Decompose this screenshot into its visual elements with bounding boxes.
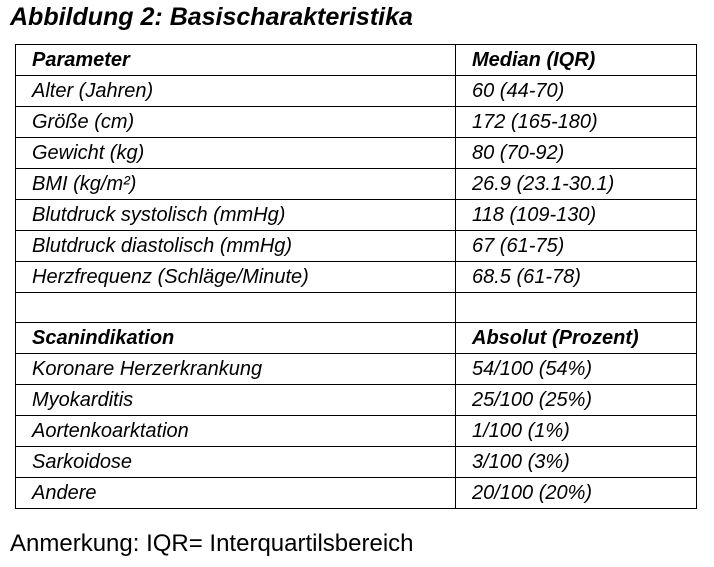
row-label: BMI (kg/m²) bbox=[16, 169, 456, 200]
row-value: 25/100 (25%) bbox=[456, 385, 697, 416]
empty-cell bbox=[456, 293, 697, 323]
row-label: Alter (Jahren) bbox=[16, 76, 456, 107]
parameter-header: Parameter bbox=[16, 45, 456, 76]
table-row bbox=[16, 169, 697, 200]
table-subheader-row bbox=[16, 323, 697, 354]
row-value: 3/100 (3%) bbox=[456, 447, 697, 478]
table-row bbox=[16, 385, 697, 416]
table-row bbox=[16, 447, 697, 478]
row-label: Gewicht (kg) bbox=[16, 138, 456, 169]
row-value: 80 (70-92) bbox=[456, 138, 697, 169]
row-value: 20/100 (20%) bbox=[456, 478, 697, 509]
table-row bbox=[16, 107, 697, 138]
row-value: 67 (61-75) bbox=[456, 231, 697, 262]
table-row bbox=[16, 416, 697, 447]
row-value: 172 (165-180) bbox=[456, 107, 697, 138]
row-label: Blutdruck diastolisch (mmHg) bbox=[16, 231, 456, 262]
row-label: Myokarditis bbox=[16, 385, 456, 416]
baseline-characteristics-table bbox=[15, 44, 697, 509]
table-header-row bbox=[16, 45, 697, 76]
empty-cell bbox=[16, 293, 456, 323]
row-value: 60 (44-70) bbox=[456, 76, 697, 107]
row-label: Andere bbox=[16, 478, 456, 509]
row-value: 54/100 (54%) bbox=[456, 354, 697, 385]
indication-header: Scanindikation bbox=[16, 323, 456, 354]
table-row bbox=[16, 262, 697, 293]
row-value: 26.9 (23.1-30.1) bbox=[456, 169, 697, 200]
row-label: Aortenkoarktation bbox=[16, 416, 456, 447]
table-row bbox=[16, 76, 697, 107]
table-row bbox=[16, 354, 697, 385]
row-label: Herzfrequenz (Schläge/Minute) bbox=[16, 262, 456, 293]
absolute-header: Absolut (Prozent) bbox=[456, 323, 697, 354]
table-row bbox=[16, 200, 697, 231]
row-label: Blutdruck systolisch (mmHg) bbox=[16, 200, 456, 231]
row-label: Koronare Herzerkrankung bbox=[16, 354, 456, 385]
table-footnote: Anmerkung: IQR= Interquartilsbereich bbox=[10, 530, 414, 557]
empty-spacer-row bbox=[16, 293, 697, 323]
row-value: 118 (109-130) bbox=[456, 200, 697, 231]
row-label: Größe (cm) bbox=[16, 107, 456, 138]
table-row bbox=[16, 231, 697, 262]
median-header: Median (IQR) bbox=[456, 45, 697, 76]
row-value: 68.5 (61-78) bbox=[456, 262, 697, 293]
table-row bbox=[16, 478, 697, 509]
figure-title: Abbildung 2: Basischarakteristika bbox=[10, 3, 413, 31]
row-value: 1/100 (1%) bbox=[456, 416, 697, 447]
row-label: Sarkoidose bbox=[16, 447, 456, 478]
table-row bbox=[16, 138, 697, 169]
